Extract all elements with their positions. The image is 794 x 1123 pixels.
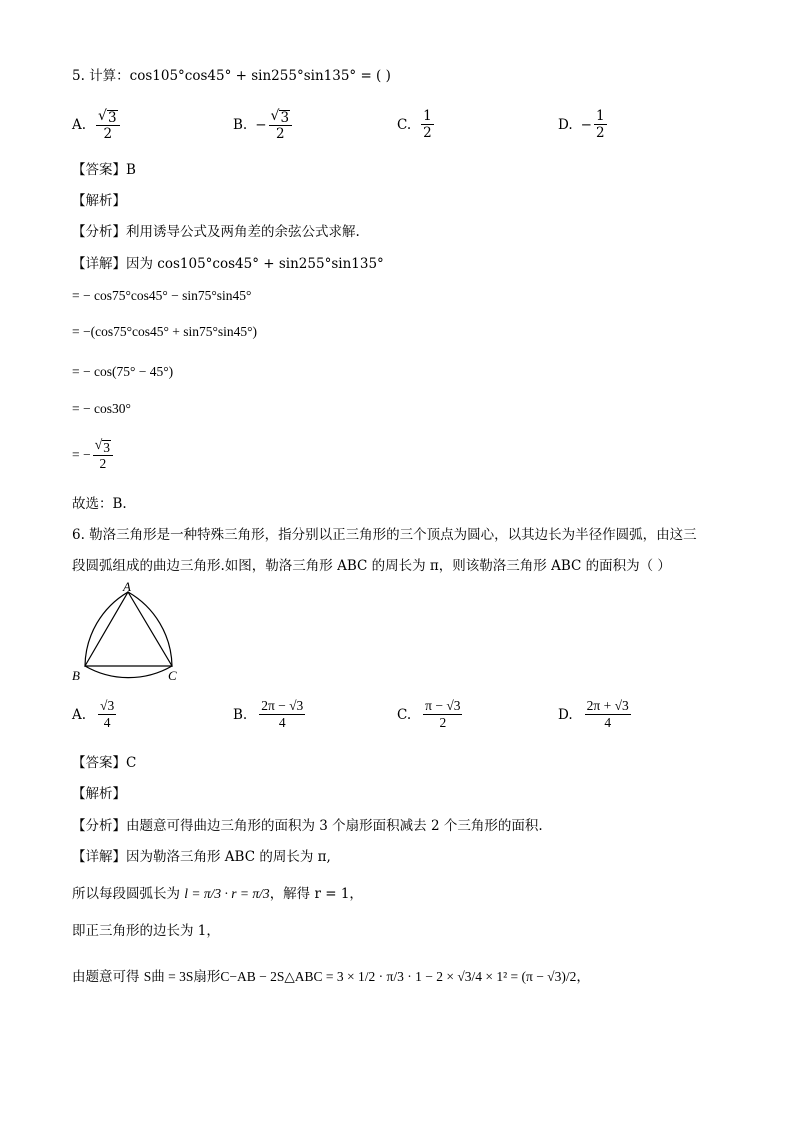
q6-stem-line2: 段圆弧组成的曲边三角形.如图，勒洛三角形 ABC 的周长为 π，则该勒洛三角形 ABC 的面积为（ ） <box>72 558 671 574</box>
q5-step1: = − cos75°cos45° − sin75°sin45° <box>72 288 252 303</box>
fraction: $\frac{1}{2}$ <box>595 108 605 141</box>
q5-stem: 5. 计算：cos105°cos45° + sin255°sin135° = ( ) <box>72 68 391 84</box>
q5-analysis-tag: 【解析】 <box>72 193 126 209</box>
q6-step2: 即正三角形的边长为 1， <box>72 923 220 939</box>
option-label: A. <box>72 706 87 723</box>
label-a: A <box>123 582 131 594</box>
fraction: $\frac{\pi - √3}{2}$ <box>425 698 461 730</box>
option-label: D. <box>558 116 573 133</box>
q6-answer: 【答案】C <box>72 755 137 771</box>
q5-answer: 【答案】B <box>72 162 136 178</box>
q6-step3: 由题意可得 S曲 = 3S扇形C−AB − 2S△ABC = 3 × 1/2 · π/3 · 1 − 2 × √3/4 × 1² = (π − √3)/2， <box>72 969 590 985</box>
option-label: A. <box>72 117 87 133</box>
fraction: $\frac{1}{2}$ <box>423 108 432 141</box>
option-label: B. <box>233 706 248 723</box>
q5-step2: = −(cos75°cos45° + sin75°sin45°) <box>72 324 258 339</box>
q5-step4: = − cos30° <box>72 401 131 416</box>
q6-option-a <box>72 698 118 731</box>
q6-option-b <box>233 698 307 731</box>
label-c: C <box>168 668 177 683</box>
fraction: $\frac{2\pi - √3}{4}$ <box>261 698 304 730</box>
q5-fenxi: 【分析】利用诱导公式及两角差的余弦公式求解. <box>72 224 360 240</box>
option-label: C. <box>397 116 412 133</box>
fraction: √ 3 2 <box>269 108 293 142</box>
q5-option-a <box>72 108 122 142</box>
option-label: D. <box>558 706 573 723</box>
q5-option-b: B. − √ 3 2 <box>233 108 294 142</box>
fraction: $\frac{√3}{4}$ <box>100 698 115 730</box>
equilateral-triangle <box>85 592 172 666</box>
fraction: √ 3 2 <box>96 108 120 142</box>
arc-bc <box>85 666 172 678</box>
q6-step1: 所以每段圆弧长为 l = π/3 · r = π/3，解得 r = 1， <box>72 886 363 902</box>
fraction: $\frac{2\pi + √3}{4}$ <box>586 698 629 730</box>
fraction: √ 3 2 <box>93 437 113 472</box>
q5-step5: = − √ 3 2 <box>72 437 115 472</box>
q5-step3: = − cos(75° − 45°) <box>72 364 174 379</box>
label-b: B <box>72 668 80 683</box>
q5-option-d: D. − $\frac{1}{2}$ <box>558 108 605 141</box>
q6-analysis-tag: 【解析】 <box>72 786 126 802</box>
q6-xiangjie: 【详解】因为勒洛三角形 ABC 的周长为 π, <box>72 849 331 865</box>
reuleaux-triangle-figure <box>70 582 190 684</box>
q6-option-d <box>558 698 633 731</box>
q5-xiangjie: 【详解】因为 cos105°cos45° + sin255°sin135° <box>72 256 384 272</box>
option-label: B. <box>233 117 248 133</box>
q5-option-c <box>397 108 436 141</box>
q6-fenxi: 【分析】由题意可得曲边三角形的面积为 3 个扇形面积减去 2 个三角形的面积. <box>72 818 543 834</box>
q6-stem-line1: 6. 勒洛三角形是一种特殊三角形，指分别以正三角形的三个顶点为圆心，以其边长为半径作圆弧，由这三 <box>72 527 697 543</box>
q6-option-c <box>397 698 464 731</box>
q5-conclusion: 故选：B. <box>72 496 127 512</box>
option-label: C. <box>397 706 412 723</box>
